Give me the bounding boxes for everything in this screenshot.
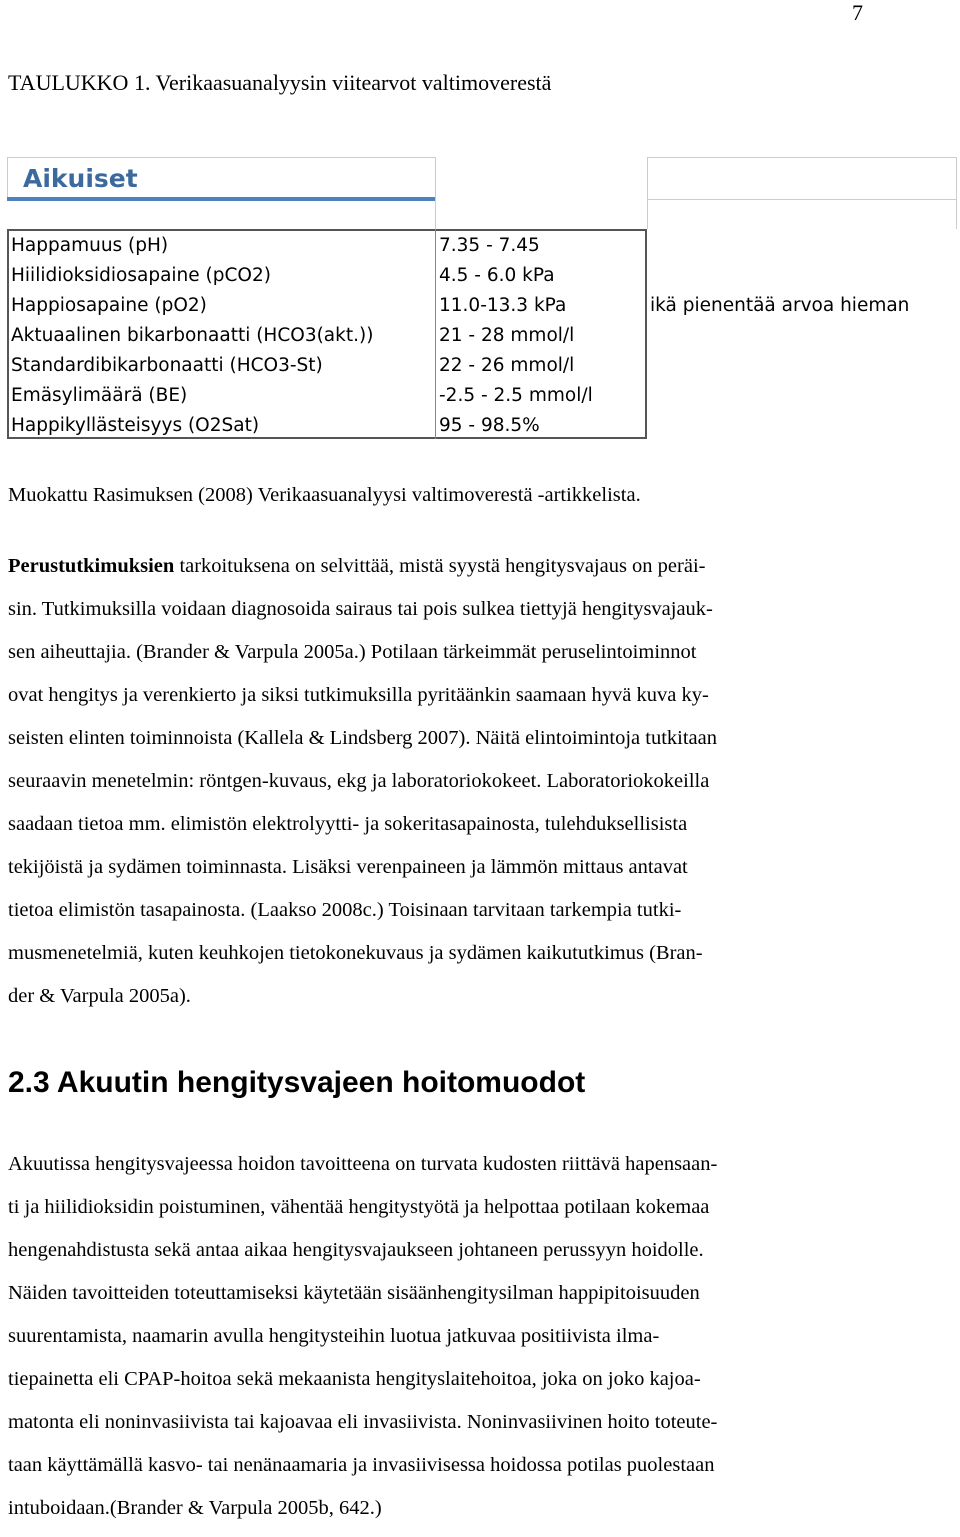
paragraph-2: [8, 1150, 878, 1537]
text-line: matonta eli noninvasiivista tai kajoavaa eli invasiivista. Noninvasiivinen hoito toteute-: [8, 1411, 718, 1433]
row-value: 11.0-13.3 kPa: [439, 295, 567, 316]
text-line: tietoa elimistön tasapainosta. (Laakso 2008c.) Toisinaan tarvitaan tarkempia tutki-: [8, 899, 682, 921]
text-line: [8, 552, 878, 595]
text-line: tekijöistä ja sydämen toiminnasta. Lisäksi verenpaineen ja lämmön mittaus antavat: [8, 856, 688, 878]
text-line: seisten elinten toiminnoista (Kallela & Lindsberg 2007). Näitä elintoimintoja tutkitaan: [8, 727, 718, 749]
text-line: ovat hengitys ja verenkierto ja siksi tutkimuksilla pyritäänkin saamaan hyvä kuva ky-: [8, 684, 709, 706]
text-line: sen aiheuttajia. (Brander & Varpula 2005a.) Potilaan tärkeimmät peruselintoiminnot: [8, 641, 697, 663]
row-label: Emäsylimäärä (BE): [11, 385, 188, 406]
text-line: Akuutissa hengitysvajeessa hoidon tavoitteena on turvata kudosten riittävä hapensaan-: [8, 1153, 718, 1175]
table-title-cell: [7, 157, 436, 200]
row-label: Happiosapaine (pO2): [11, 295, 207, 316]
text-line: ti ja hiilidioksidin poistuminen, vähentää hengitystyötä ja helpottaa potilaan kokemaa: [8, 1196, 710, 1218]
row-label: Hiilidioksidiosapaine (pCO2): [11, 265, 271, 286]
grid-line: [956, 157, 957, 229]
text-line: saadaan tietoa mm. elimistön elektrolyytti- ja sokeritasapainosta, tulehduksellisista: [8, 813, 688, 835]
row-label: Happamuus (pH): [11, 235, 169, 256]
row-value: 95 - 98.5%: [439, 415, 540, 436]
row-label: Happikyllästeisyys (O2Sat): [11, 415, 260, 436]
row-value: -2.5 - 2.5 mmol/l: [439, 385, 593, 406]
table-title: Aikuiset: [23, 164, 138, 193]
section-heading: 2.3 Akuutin hengitysvajeen hoitomuodot: [8, 1066, 586, 1099]
text-line: suurentamista, naamarin avulla hengitysteihin luotua jatkuvaa positiivista ilma-: [8, 1325, 660, 1347]
row-value: 7.35 - 7.45: [439, 235, 540, 256]
text-line: Näiden tavoitteiden toteuttamiseksi käytetään sisäänhengitysilman happipitoisuuden: [8, 1282, 700, 1304]
row-value: 22 - 26 mmol/l: [439, 355, 575, 376]
text-line: musmenetelmiä, kuten keuhkojen tietokonekuvaus ja sydämen kaikututkimus (Bran-: [8, 942, 703, 964]
line-text: tarkoituksena on selvittää, mistä syystä hengitysvajaus on peräi-: [174, 555, 706, 577]
row-label: Aktuaalinen bikarbonaatti (HCO3(akt.)): [11, 325, 374, 346]
grid-line: [647, 157, 648, 229]
row-value: 4.5 - 6.0 kPa: [439, 265, 555, 286]
row-value: 21 - 28 mmol/l: [439, 325, 575, 346]
page-number: 7: [852, 0, 863, 25]
text-line: seuraavin menetelmin: röntgen-kuvaus, ekg ja laboratoriokokeet. Laboratoriokokeilla: [8, 770, 710, 792]
overflow-note: ikä pienentää arvoa hieman: [650, 295, 910, 316]
text-line: taan käyttämällä kasvo- tai nenänaamaria ja invasiivisessa hoidossa potilas puolestaan: [8, 1454, 715, 1476]
text-line: sin. Tutkimuksilla voidaan diagnosoida sairaus tai pois sulkea tiettyjä hengitysvajauk-: [8, 598, 713, 620]
grid-line: [435, 157, 436, 229]
text-line: intuboidaan.(Brander & Varpula 2005b, 642.): [8, 1497, 382, 1519]
paragraph-1: [8, 552, 878, 1025]
title-underline: [7, 197, 435, 201]
row-label: Standardibikarbonaatti (HCO3-St): [11, 355, 323, 376]
grid-line: [647, 157, 957, 158]
text-line: tiepainetta eli CPAP-hoitoa sekä mekaanista hengityslaitehoitoa, joka on joko kajoa-: [8, 1368, 701, 1390]
text-line: hengenahdistusta sekä antaa aikaa hengitysvajaukseen johtaneen perussyyn hoidolle.: [8, 1239, 704, 1261]
column-divider: [435, 229, 436, 439]
lead-term: Perustutkimuksien: [8, 555, 175, 577]
text-line: der & Varpula 2005a).: [8, 985, 191, 1007]
table-caption: TAULUKKO 1. Verikaasuanalyysin viitearvot valtimoverestä: [8, 70, 552, 95]
source-note: Muokattu Rasimuksen (2008) Verikaasuanalyysi valtimoverestä -artikkelista.: [8, 484, 641, 506]
grid-line: [647, 199, 957, 200]
